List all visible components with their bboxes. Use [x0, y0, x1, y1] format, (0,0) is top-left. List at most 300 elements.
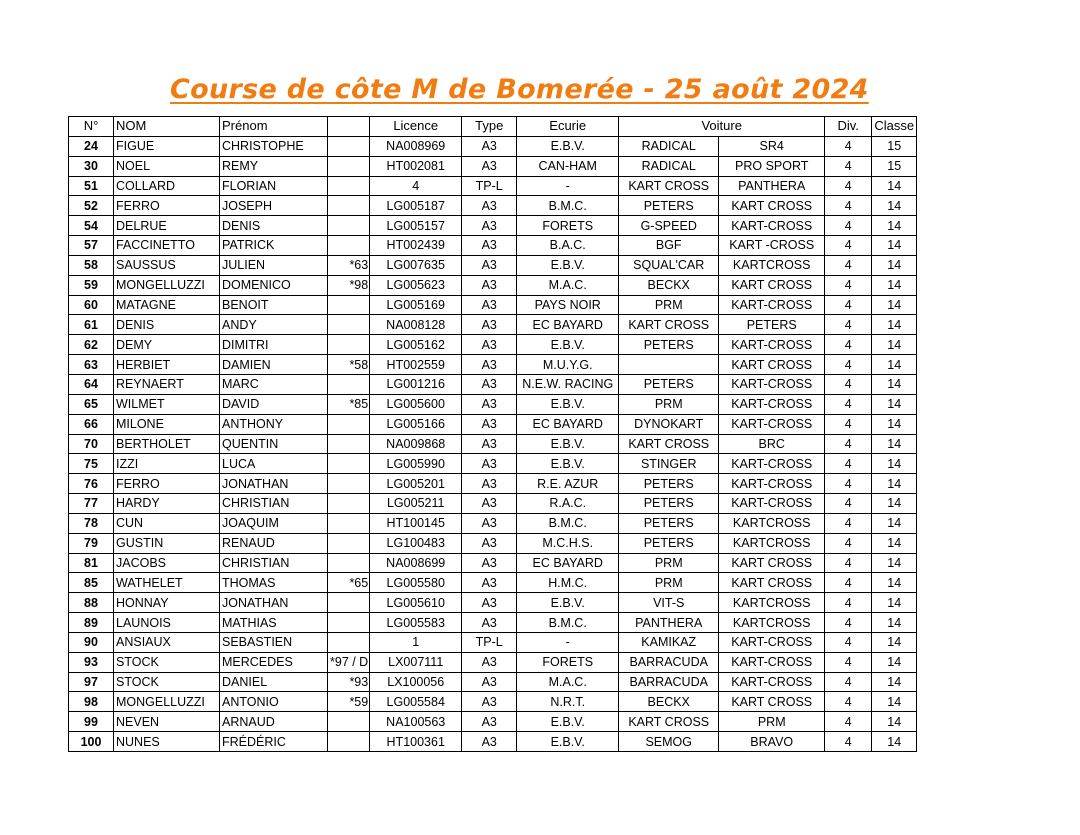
cell-nom: STOCK: [114, 672, 220, 692]
cell-num: 90: [69, 632, 114, 652]
cell-marque: PETERS: [619, 474, 719, 494]
page-title: Course de côte M de Bomerée - 25 août 2024: [170, 74, 869, 105]
cell-marque: BARRACUDA: [619, 652, 719, 672]
cell-div: 4: [825, 275, 872, 295]
cell-nom: DENIS: [114, 315, 220, 335]
table-row: [69, 295, 917, 315]
cell-prenom: CHRISTOPHE: [220, 136, 328, 156]
cell-num: 89: [69, 613, 114, 633]
cell-licence: HT100145: [370, 513, 462, 533]
cell-ecurie: EC BAYARD: [517, 553, 619, 573]
table-row: [69, 255, 917, 275]
table-row: [69, 176, 917, 196]
cell-licence: NA008128: [370, 315, 462, 335]
cell-num: 58: [69, 255, 114, 275]
cell-ecurie: EC BAYARD: [517, 414, 619, 434]
cell-licence: 1: [370, 632, 462, 652]
cell-licence: LG005187: [370, 196, 462, 216]
cell-prenom: CHRISTIAN: [220, 494, 328, 514]
cell-ecurie: B.M.C.: [517, 513, 619, 533]
cell-nom: WILMET: [114, 394, 220, 414]
cell-div: 4: [825, 672, 872, 692]
cell-modele: KART-CROSS: [719, 652, 825, 672]
cell-classe: 14: [872, 474, 917, 494]
cell-div: 4: [825, 335, 872, 355]
cell-classe: 15: [872, 136, 917, 156]
cell-modele: KARTCROSS: [719, 255, 825, 275]
cell-marque: BECKX: [619, 275, 719, 295]
cell-marque: KAMIKAZ: [619, 632, 719, 652]
cell-classe: 14: [872, 355, 917, 375]
cell-type: TP-L: [462, 632, 517, 652]
cell-prenom: JOAQUIM: [220, 513, 328, 533]
cell-modele: KARTCROSS: [719, 533, 825, 553]
cell-marque: RADICAL: [619, 136, 719, 156]
cell-extra: *63: [328, 255, 370, 275]
cell-licence: LG005580: [370, 573, 462, 593]
cell-div: 4: [825, 394, 872, 414]
cell-classe: 14: [872, 176, 917, 196]
cell-type: A3: [462, 236, 517, 256]
table-row: [69, 553, 917, 573]
cell-modele: KART CROSS: [719, 275, 825, 295]
cell-extra: [328, 216, 370, 236]
cell-modele: KART-CROSS: [719, 414, 825, 434]
table-row: [69, 394, 917, 414]
cell-div: 4: [825, 236, 872, 256]
cell-ecurie: R.A.C.: [517, 494, 619, 514]
cell-ecurie: E.B.V.: [517, 454, 619, 474]
cell-extra: [328, 494, 370, 514]
cell-classe: 14: [872, 414, 917, 434]
table-row: [69, 315, 917, 335]
cell-ecurie: B.A.C.: [517, 236, 619, 256]
table-row: [69, 196, 917, 216]
cell-nom: FIGUE: [114, 136, 220, 156]
cell-div: 4: [825, 355, 872, 375]
cell-extra: [328, 136, 370, 156]
cell-marque: KART CROSS: [619, 712, 719, 732]
cell-marque: PRM: [619, 553, 719, 573]
cell-prenom: THOMAS: [220, 573, 328, 593]
cell-type: A3: [462, 692, 517, 712]
cell-marque: KART CROSS: [619, 176, 719, 196]
cell-licence: LG005162: [370, 335, 462, 355]
cell-marque: PRM: [619, 573, 719, 593]
cell-extra: *97 / D: [328, 652, 370, 672]
cell-nom: MATAGNE: [114, 295, 220, 315]
cell-classe: 14: [872, 216, 917, 236]
table-row: [69, 593, 917, 613]
cell-classe: 14: [872, 573, 917, 593]
cell-type: TP-L: [462, 176, 517, 196]
header-num: N°: [69, 117, 114, 137]
cell-num: 98: [69, 692, 114, 712]
cell-prenom: DENIS: [220, 216, 328, 236]
cell-licence: LG005623: [370, 275, 462, 295]
cell-modele: KART-CROSS: [719, 216, 825, 236]
cell-type: A3: [462, 374, 517, 394]
cell-classe: 14: [872, 374, 917, 394]
cell-div: 4: [825, 553, 872, 573]
cell-marque: PETERS: [619, 374, 719, 394]
cell-type: A3: [462, 553, 517, 573]
cell-marque: BECKX: [619, 692, 719, 712]
cell-div: 4: [825, 216, 872, 236]
cell-div: 4: [825, 632, 872, 652]
cell-modele: KART -CROSS: [719, 236, 825, 256]
cell-licence: LX100056: [370, 672, 462, 692]
cell-num: 99: [69, 712, 114, 732]
cell-type: A3: [462, 712, 517, 732]
cell-marque: PETERS: [619, 196, 719, 216]
cell-prenom: RENAUD: [220, 533, 328, 553]
cell-extra: [328, 196, 370, 216]
cell-type: A3: [462, 652, 517, 672]
cell-div: 4: [825, 454, 872, 474]
cell-modele: BRAVO: [719, 732, 825, 752]
cell-num: 100: [69, 732, 114, 752]
cell-num: 54: [69, 216, 114, 236]
cell-nom: FERRO: [114, 196, 220, 216]
cell-type: A3: [462, 533, 517, 553]
cell-div: 4: [825, 414, 872, 434]
cell-modele: BRC: [719, 434, 825, 454]
cell-type: A3: [462, 573, 517, 593]
cell-classe: 14: [872, 553, 917, 573]
cell-extra: [328, 732, 370, 752]
cell-nom: MONGELLUZZI: [114, 275, 220, 295]
cell-licence: NA009868: [370, 434, 462, 454]
cell-extra: *98: [328, 275, 370, 295]
cell-extra: [328, 414, 370, 434]
cell-modele: KART CROSS: [719, 692, 825, 712]
cell-classe: 14: [872, 394, 917, 414]
cell-prenom: MATHIAS: [220, 613, 328, 633]
cell-prenom: MERCEDES: [220, 652, 328, 672]
cell-classe: 14: [872, 632, 917, 652]
cell-num: 65: [69, 394, 114, 414]
cell-prenom: QUENTIN: [220, 434, 328, 454]
cell-ecurie: R.E. AZUR: [517, 474, 619, 494]
cell-prenom: JOSEPH: [220, 196, 328, 216]
cell-num: 66: [69, 414, 114, 434]
cell-nom: NUNES: [114, 732, 220, 752]
cell-marque: PRM: [619, 394, 719, 414]
cell-classe: 14: [872, 513, 917, 533]
cell-prenom: ANTHONY: [220, 414, 328, 434]
cell-prenom: ANDY: [220, 315, 328, 335]
cell-type: A3: [462, 494, 517, 514]
cell-marque: PETERS: [619, 513, 719, 533]
cell-ecurie: FORETS: [517, 216, 619, 236]
table-row: [69, 454, 917, 474]
table-row: [69, 533, 917, 553]
cell-licence: LG005610: [370, 593, 462, 613]
cell-ecurie: N.R.T.: [517, 692, 619, 712]
cell-modele: KART CROSS: [719, 573, 825, 593]
cell-extra: [328, 295, 370, 315]
cell-extra: [328, 374, 370, 394]
cell-licence: HT100361: [370, 732, 462, 752]
cell-prenom: BENOIT: [220, 295, 328, 315]
table-row: [69, 513, 917, 533]
cell-modele: KARTCROSS: [719, 593, 825, 613]
cell-prenom: JONATHAN: [220, 474, 328, 494]
cell-type: A3: [462, 474, 517, 494]
cell-div: 4: [825, 494, 872, 514]
cell-licence: LG100483: [370, 533, 462, 553]
cell-nom: ANSIAUX: [114, 632, 220, 652]
cell-type: A3: [462, 196, 517, 216]
cell-modele: KART CROSS: [719, 553, 825, 573]
cell-type: A3: [462, 136, 517, 156]
cell-nom: JACOBS: [114, 553, 220, 573]
cell-extra: [328, 474, 370, 494]
table-row: [69, 672, 917, 692]
cell-ecurie: E.B.V.: [517, 136, 619, 156]
cell-licence: HT002439: [370, 236, 462, 256]
cell-ecurie: EC BAYARD: [517, 315, 619, 335]
cell-licence: LG005583: [370, 613, 462, 633]
cell-extra: [328, 156, 370, 176]
cell-ecurie: H.M.C.: [517, 573, 619, 593]
header-classe: Classe: [872, 117, 917, 137]
cell-marque: SQUAL'CAR: [619, 255, 719, 275]
cell-num: 61: [69, 315, 114, 335]
cell-num: 64: [69, 374, 114, 394]
cell-div: 4: [825, 712, 872, 732]
cell-classe: 14: [872, 494, 917, 514]
cell-nom: LAUNOIS: [114, 613, 220, 633]
cell-modele: KART-CROSS: [719, 672, 825, 692]
cell-extra: *58: [328, 355, 370, 375]
cell-classe: 14: [872, 275, 917, 295]
cell-modele: KARTCROSS: [719, 613, 825, 633]
cell-classe: 14: [872, 454, 917, 474]
cell-div: 4: [825, 434, 872, 454]
table-row: [69, 474, 917, 494]
cell-classe: 14: [872, 533, 917, 553]
cell-type: A3: [462, 315, 517, 335]
cell-extra: *85: [328, 394, 370, 414]
cell-div: 4: [825, 196, 872, 216]
cell-marque: PANTHERA: [619, 613, 719, 633]
cell-classe: 14: [872, 613, 917, 633]
cell-classe: 14: [872, 692, 917, 712]
cell-classe: 14: [872, 712, 917, 732]
cell-div: 4: [825, 593, 872, 613]
cell-classe: 14: [872, 236, 917, 256]
cell-nom: BERTHOLET: [114, 434, 220, 454]
cell-modele: KART-CROSS: [719, 454, 825, 474]
cell-marque: PETERS: [619, 533, 719, 553]
table-row: [69, 434, 917, 454]
cell-marque: DYNOKART: [619, 414, 719, 434]
header-licence: Licence: [370, 117, 462, 137]
cell-div: 4: [825, 513, 872, 533]
cell-nom: FACCINETTO: [114, 236, 220, 256]
cell-licence: LG005169: [370, 295, 462, 315]
cell-ecurie: -: [517, 632, 619, 652]
cell-marque: SEMOG: [619, 732, 719, 752]
cell-classe: 14: [872, 196, 917, 216]
header-prenom: Prénom: [220, 117, 328, 137]
cell-ecurie: M.A.C.: [517, 672, 619, 692]
table-row: [69, 652, 917, 672]
cell-num: 70: [69, 434, 114, 454]
cell-ecurie: M.A.C.: [517, 275, 619, 295]
cell-classe: 14: [872, 295, 917, 315]
cell-classe: 14: [872, 315, 917, 335]
cell-num: 24: [69, 136, 114, 156]
cell-licence: LG005584: [370, 692, 462, 712]
cell-prenom: SEBASTIEN: [220, 632, 328, 652]
cell-nom: DEMY: [114, 335, 220, 355]
cell-num: 97: [69, 672, 114, 692]
cell-extra: [328, 632, 370, 652]
cell-nom: SAUSSUS: [114, 255, 220, 275]
cell-modele: PETERS: [719, 315, 825, 335]
cell-nom: HONNAY: [114, 593, 220, 613]
cell-licence: LG005990: [370, 454, 462, 474]
cell-ecurie: E.B.V.: [517, 335, 619, 355]
table-row: [69, 355, 917, 375]
cell-div: 4: [825, 156, 872, 176]
cell-modele: KART-CROSS: [719, 394, 825, 414]
cell-licence: LG007635: [370, 255, 462, 275]
cell-ecurie: FORETS: [517, 652, 619, 672]
cell-type: A3: [462, 295, 517, 315]
cell-licence: 4: [370, 176, 462, 196]
cell-prenom: PATRICK: [220, 236, 328, 256]
cell-licence: LG005201: [370, 474, 462, 494]
table-header-row: [69, 117, 917, 137]
cell-num: 63: [69, 355, 114, 375]
table-row: [69, 236, 917, 256]
cell-nom: MILONE: [114, 414, 220, 434]
header-div: Div.: [825, 117, 872, 137]
cell-nom: STOCK: [114, 652, 220, 672]
table-row: [69, 414, 917, 434]
cell-type: A3: [462, 216, 517, 236]
cell-marque: STINGER: [619, 454, 719, 474]
cell-prenom: DIMITRI: [220, 335, 328, 355]
cell-marque: PETERS: [619, 335, 719, 355]
cell-num: 88: [69, 593, 114, 613]
table-row: [69, 494, 917, 514]
cell-type: A3: [462, 156, 517, 176]
cell-nom: FERRO: [114, 474, 220, 494]
cell-type: A3: [462, 414, 517, 434]
cell-marque: KART CROSS: [619, 315, 719, 335]
table-row: [69, 712, 917, 732]
cell-num: 30: [69, 156, 114, 176]
cell-modele: SR4: [719, 136, 825, 156]
cell-extra: [328, 712, 370, 732]
cell-type: A3: [462, 613, 517, 633]
cell-nom: HARDY: [114, 494, 220, 514]
cell-extra: [328, 335, 370, 355]
cell-num: 60: [69, 295, 114, 315]
entry-list-table: [68, 116, 917, 752]
cell-prenom: LUCA: [220, 454, 328, 474]
cell-modele: KART CROSS: [719, 196, 825, 216]
cell-marque: RADICAL: [619, 156, 719, 176]
cell-licence: LX007111: [370, 652, 462, 672]
cell-prenom: DAMIEN: [220, 355, 328, 375]
header-ecurie: Ecurie: [517, 117, 619, 137]
table-row: [69, 732, 917, 752]
table-row: [69, 156, 917, 176]
cell-prenom: CHRISTIAN: [220, 553, 328, 573]
cell-num: 93: [69, 652, 114, 672]
cell-div: 4: [825, 474, 872, 494]
cell-nom: NEVEN: [114, 712, 220, 732]
cell-num: 57: [69, 236, 114, 256]
cell-div: 4: [825, 315, 872, 335]
cell-nom: REYNAERT: [114, 374, 220, 394]
cell-nom: WATHELET: [114, 573, 220, 593]
cell-licence: NA100563: [370, 712, 462, 732]
cell-classe: 14: [872, 335, 917, 355]
cell-type: A3: [462, 275, 517, 295]
table-row: [69, 275, 917, 295]
table-body: [69, 136, 917, 751]
cell-ecurie: E.B.V.: [517, 712, 619, 732]
cell-num: 76: [69, 474, 114, 494]
cell-licence: NA008699: [370, 553, 462, 573]
cell-nom: IZZI: [114, 454, 220, 474]
cell-type: A3: [462, 593, 517, 613]
cell-extra: *93: [328, 672, 370, 692]
cell-extra: *65: [328, 573, 370, 593]
table-row: [69, 632, 917, 652]
cell-extra: [328, 176, 370, 196]
cell-num: 81: [69, 553, 114, 573]
cell-div: 4: [825, 136, 872, 156]
cell-extra: [328, 454, 370, 474]
cell-nom: MONGELLUZZI: [114, 692, 220, 712]
cell-modele: KART-CROSS: [719, 374, 825, 394]
table-row: [69, 335, 917, 355]
cell-extra: [328, 613, 370, 633]
cell-licence: LG005600: [370, 394, 462, 414]
cell-modele: KART-CROSS: [719, 474, 825, 494]
cell-extra: [328, 593, 370, 613]
cell-prenom: DOMENICO: [220, 275, 328, 295]
cell-ecurie: M.C.H.S.: [517, 533, 619, 553]
cell-num: 85: [69, 573, 114, 593]
cell-prenom: REMY: [220, 156, 328, 176]
cell-modele: PRO SPORT: [719, 156, 825, 176]
cell-marque: VIT-S: [619, 593, 719, 613]
cell-extra: [328, 434, 370, 454]
cell-type: A3: [462, 434, 517, 454]
header-extra: [328, 117, 370, 137]
cell-type: A3: [462, 355, 517, 375]
cell-div: 4: [825, 692, 872, 712]
cell-modele: PRM: [719, 712, 825, 732]
header-type: Type: [462, 117, 517, 137]
cell-type: A3: [462, 255, 517, 275]
cell-licence: LG005157: [370, 216, 462, 236]
cell-marque: BARRACUDA: [619, 672, 719, 692]
cell-modele: KARTCROSS: [719, 513, 825, 533]
cell-div: 4: [825, 533, 872, 553]
cell-nom: CUN: [114, 513, 220, 533]
cell-div: 4: [825, 295, 872, 315]
